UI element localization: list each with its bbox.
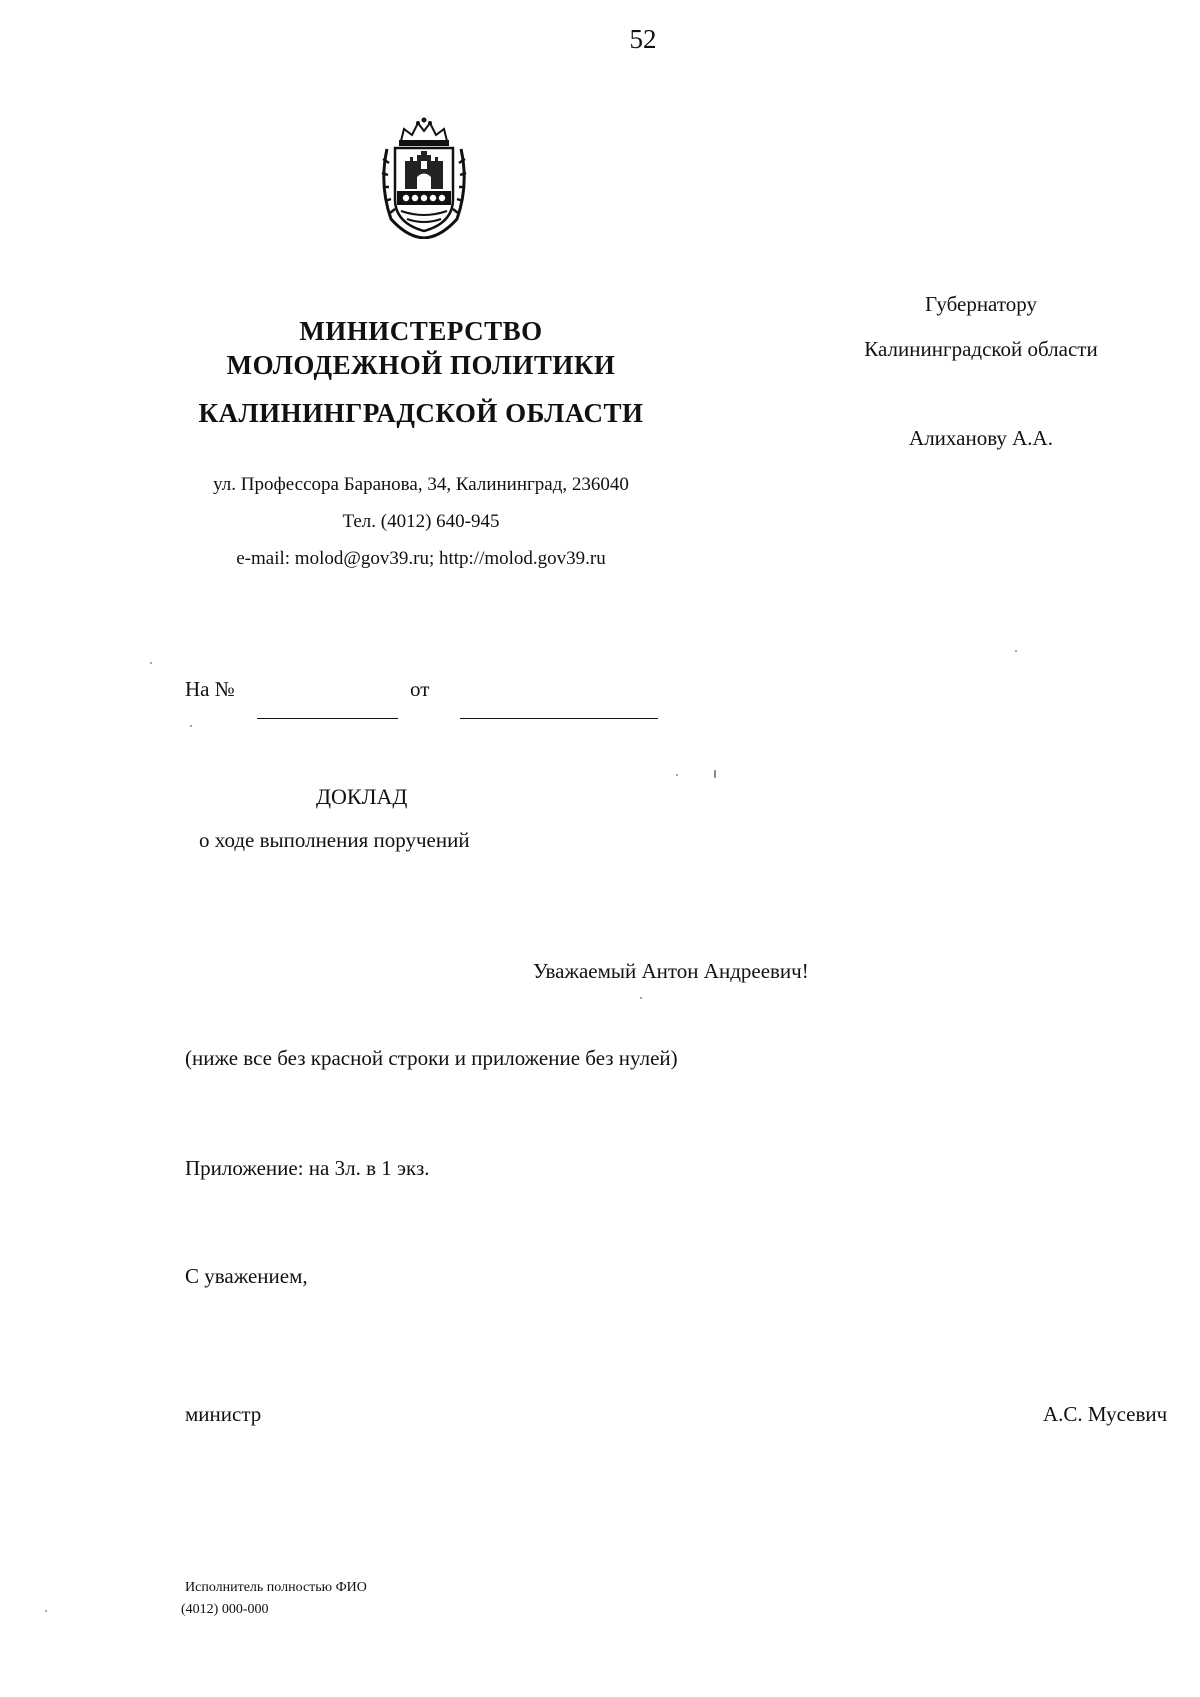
reference-date-label: от [410,677,430,701]
scan-speck [45,1610,47,1612]
executor-phone: (4012) 000-000 [181,1602,269,1617]
document-subtitle: о ходе выполнения поручений [199,828,470,852]
coat-of-arms-icon [377,115,471,239]
page-number: 52 [629,24,657,54]
reference-number-label: На № [185,677,235,701]
scan-speck [640,997,642,999]
attachment-line: Приложение: на 3л. в 1 экз. [185,1156,430,1180]
scan-speck [150,662,152,664]
recipient-name: Алиханову А.А. [909,426,1053,450]
body-note: (ниже все без красной строки и приложение без нулей) [185,1046,678,1070]
ministry-address: ул. Профессора Баранова, 34, Калининград, 236040 [213,474,629,495]
scan-speck [1015,650,1017,652]
ministry-phone: Тел. (4012) 640-945 [342,511,500,532]
document-title: ДОКЛАД [316,784,408,809]
ministry-contacts: e-mail: molod@gov39.ru; http://molod.gov39.ru [236,548,606,569]
ministry-name-line3: КАЛИНИНГРАДСКОЙ ОБЛАСТИ [198,398,644,428]
signer-position: министр [185,1402,262,1426]
scan-speck [714,770,716,778]
ministry-name-line1: МИНИСТЕРСТВО [299,316,543,346]
greeting: Уважаемый Антон Андреевич! [533,959,809,983]
scan-speck [676,774,678,776]
recipient-region: Калининградской области [864,337,1098,361]
signer-name: А.С. Мусевич [1043,1402,1168,1426]
executor-name: Исполнитель полностью ФИО [185,1580,367,1595]
ministry-name-line2: МОЛОДЕЖНОЙ ПОЛИТИКИ [226,350,616,380]
reference-date-line [460,718,658,719]
closing-line: С уважением, [185,1264,308,1288]
recipient-title: Губернатору [925,292,1037,316]
scan-speck [190,725,192,727]
reference-number-line [257,718,398,719]
